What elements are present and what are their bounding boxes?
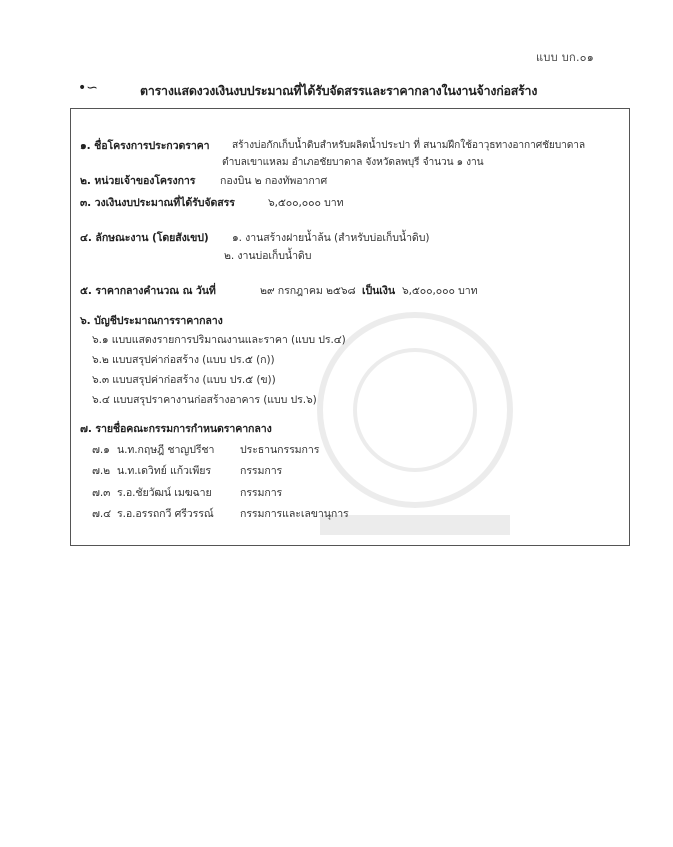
work-type-label: ๔. ลักษณะงาน (โดยสังเขป) (80, 232, 209, 244)
work-type-item-2: ๒. งานบ่อเก็บน้ำดิบ (224, 250, 312, 262)
median-price-label: ๕. ราคากลางคำนวณ ณ วันที่ (80, 285, 216, 297)
member-3-name: ร.อ.ชัยวัฒน์ เมฆฉาย (117, 487, 212, 499)
budget-label: ๓. วงเงินงบประมาณที่ได้รับจัดสรร (80, 197, 235, 209)
project-name-value-line1: สร้างบ่อกักเก็บน้ำดิบสำหรับผลิตน้ำประปา ที่ สนามฝึกใช้อาวุธทางอากาศชัยบาดาล (232, 140, 586, 151)
project-name-value-line2: ตำบลเขาแหลม อำเภอชัยบาดาล จังหวัดลพบุรี จำนวน ๑ งาน (222, 157, 484, 168)
title-mark: •∽ (78, 80, 98, 96)
committee-label: ๗. รายชื่อคณะกรรมการกำหนดราคากลาง (80, 423, 272, 435)
work-type-item-1: ๑. งานสร้างฝายน้ำล้น (สำหรับบ่อเก็บน้ำดิบ) (232, 232, 430, 244)
member-4-number: ๗.๔ (92, 508, 112, 520)
member-4-role: กรรมการและเลขานุการ (240, 508, 349, 520)
member-3-role: กรรมการ (240, 487, 283, 499)
owner-unit-value: กองบิน ๒ กองทัพอากาศ (220, 175, 328, 187)
median-price-amount-label: เป็นเงิน (362, 285, 396, 297)
member-3-number: ๗.๓ (92, 487, 111, 499)
page-title: ตารางแสดงวงเงินงบประมาณที่ได้รับจัดสรรและราคากลางในงานจ้างก่อสร้าง (140, 83, 538, 98)
project-name-label: ๑. ชื่อโครงการประกวดราคา (80, 140, 210, 152)
estimate-list-label: ๖. บัญชีประมาณการราคากลาง (80, 315, 223, 327)
median-price-amount: ๖,๕๐๐,๐๐๐ บาท (402, 285, 478, 297)
budget-value: ๖,๕๐๐,๐๐๐ บาท (268, 197, 344, 209)
estimate-item-2: ๖.๒ แบบสรุปค่าก่อสร้าง (แบบ ปร.๕ (ก)) (92, 354, 275, 366)
member-1-role: ประธานกรรมการ (240, 444, 320, 456)
owner-unit-label: ๒. หน่วยเจ้าของโครงการ (80, 175, 196, 187)
member-1-number: ๗.๑ (92, 444, 110, 456)
member-4-name: ร.อ.อรรถกวี ศรีวรรณ์ (117, 508, 214, 520)
estimate-item-3: ๖.๓ แบบสรุปค่าก่อสร้าง (แบบ ปร.๕ (ข)) (92, 374, 276, 386)
estimate-item-1: ๖.๑ แบบแสดงรายการปริมาณงานและราคา (แบบ ปร.๔) (92, 334, 346, 346)
median-price-date: ๒๙ กรกฎาคม ๒๕๖๘ (260, 285, 356, 297)
estimate-item-4: ๖.๔ แบบสรุปราคางานก่อสร้างอาคาร (แบบ ปร.๖) (92, 394, 317, 406)
member-2-number: ๗.๒ (92, 465, 111, 477)
member-2-role: กรรมการ (240, 465, 283, 477)
form-code: แบบ บก.๐๑ (536, 51, 595, 64)
member-2-name: น.ท.เดวิทย์ แก้วเพียร (117, 465, 211, 477)
member-1-name: น.ท.กฤษฎี ชาญปรีชา (117, 444, 215, 456)
